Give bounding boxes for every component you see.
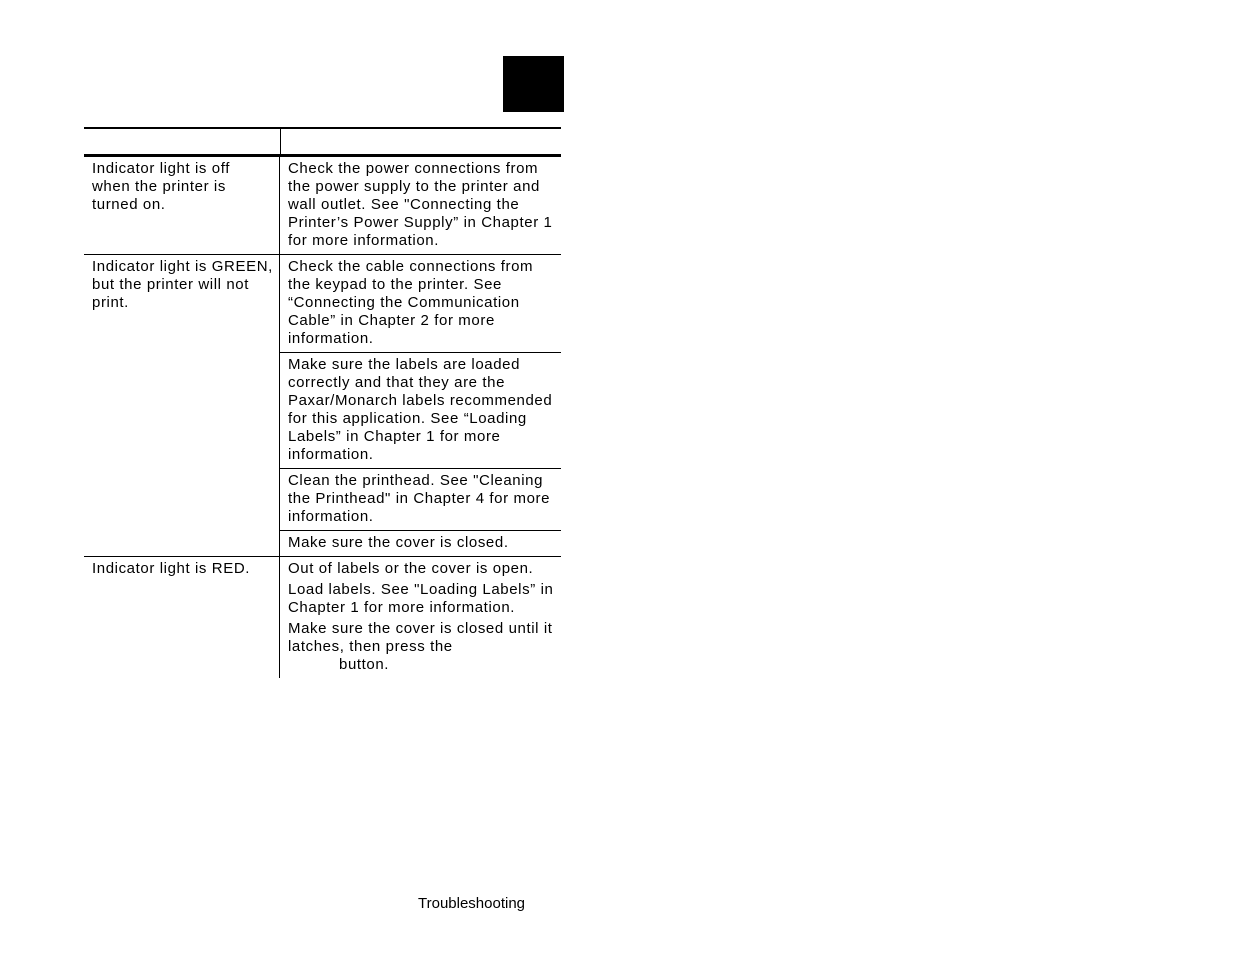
header-cell-problem [84, 129, 281, 154]
solutions-cell [280, 255, 561, 556]
problem-cell: Indicator light is GREEN, but the printer will not print. [84, 255, 280, 556]
solution-item [280, 468, 561, 530]
solution-item [280, 557, 561, 678]
solution-text: Make sure the cover is closed. [288, 534, 509, 551]
table-row [84, 556, 561, 678]
problem-cell: Indicator light is RED. [84, 557, 280, 678]
solution-text [288, 620, 555, 674]
solution-text: Make sure the labels are loaded correctly and that they are the Paxar/Monarch labels recommended for this application. See “Loading Labels” in Chapter 1 for more information. [288, 356, 553, 463]
solution-text: Load labels. See "Loading Labels” in Chapter 1 for more information. [288, 581, 554, 616]
solution-text: Out of labels or the cover is open. [288, 560, 534, 577]
troubleshooting-table [84, 127, 561, 678]
table-header [84, 129, 561, 157]
table-row [84, 157, 561, 254]
solution-item [280, 157, 561, 254]
solution-text-line: button. [339, 656, 390, 673]
page-footer-section: Troubleshooting [418, 895, 526, 912]
solutions-cell [280, 157, 561, 254]
problem-cell: Indicator light is off when the printer is turned on. [84, 157, 280, 254]
chapter-tab-marker [503, 56, 564, 112]
solution-text-line: Make sure the cover is closed until it latches, then press the [288, 620, 553, 655]
solution-item [280, 352, 561, 468]
solution-item [280, 530, 561, 556]
table-row [84, 254, 561, 556]
solution-text: Check the cable connections from the keypad to the printer. See “Connecting the Communication Cable” in Chapter 2 for more information. [288, 258, 534, 347]
solutions-cell [280, 557, 561, 678]
header-cell-solution [281, 129, 561, 154]
solution-text: Check the power connections from the power supply to the printer and wall outlet. See "Connecting the Printer’s Power Supply” in Chapter 1 for more information. [288, 160, 553, 249]
solution-text: Clean the printhead. See "Cleaning the Printhead" in Chapter 4 for more information. [288, 472, 551, 525]
solution-item [280, 255, 561, 352]
